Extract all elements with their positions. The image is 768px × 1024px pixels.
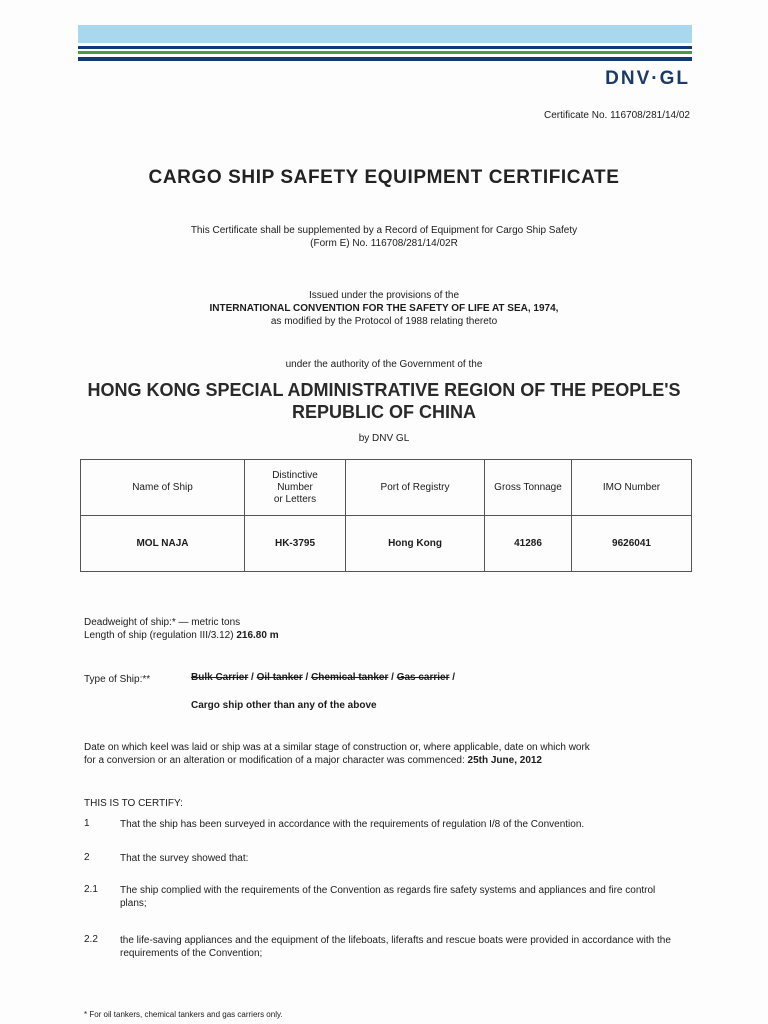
issued-under <box>0 289 768 328</box>
type-separator: / <box>248 672 257 683</box>
supplement-line-2: (Form E) No. 116708/281/14/02R <box>310 238 458 249</box>
distinctive-number-cell: HK-3795 <box>245 516 346 572</box>
ship-name-cell: MOL NAJA <box>81 516 245 572</box>
keel-line-1: Date on which keel was laid or ship was at a similar stage of construction or, where applicable, date on which work <box>84 742 590 753</box>
type-separator: / <box>388 672 397 683</box>
length-value: 216.80 m <box>236 630 279 641</box>
keel-date: 25th June, 2012 <box>467 755 542 766</box>
authority-line: under the authority of the Government of the <box>285 359 483 370</box>
header-distinctive-line-3: or Letters <box>273 493 317 505</box>
header-gross-tonnage: Gross Tonnage <box>485 460 572 516</box>
clause-number: 1 <box>84 818 90 829</box>
clause-text: That the survey showed that: <box>120 853 249 864</box>
type-separator: / <box>302 672 312 683</box>
table-header-row <box>81 460 692 516</box>
header-name-of-ship: Name of Ship <box>81 460 245 516</box>
supplement-line-1: This Certificate shall be supplemented by a Record of Equipment for Cargo Ship Safety <box>190 225 578 236</box>
type-of-ship-struck <box>191 671 455 684</box>
port-of-registry-cell: Hong Kong <box>346 516 485 572</box>
deadweight-line: Deadweight of ship:* — metric tons <box>84 617 241 628</box>
issued-line-3: as modified by the Protocol of 1988 relating thereto <box>270 316 498 327</box>
certify-heading: THIS IS TO CERTIFY: <box>84 798 183 809</box>
clause-text: the life-saving appliances and the equipment of the lifeboats, liferafts and rescue boats were provided in accordance with the requirements of the Convention; <box>120 935 671 959</box>
imo-number-cell: 9626041 <box>572 516 692 572</box>
struck-type-chemical-tanker: Chemical tanker <box>311 672 389 683</box>
type-separator: / <box>449 672 456 683</box>
struck-type-bulk-carrier: Bulk Carrier <box>191 672 249 683</box>
table-row <box>81 516 692 572</box>
header-imo-number: IMO Number <box>572 460 692 516</box>
keel-line-2 <box>84 754 684 767</box>
region-line-1: HONG KONG SPECIAL ADMINISTRATIVE REGION OF THE PEOPLE'S <box>87 380 681 400</box>
struck-type-gas-carrier: Gas carrier <box>396 672 450 683</box>
certificate-title: CARGO SHIP SAFETY EQUIPMENT CERTIFICATE <box>148 167 620 188</box>
length-line <box>84 629 279 642</box>
certificate-number: Certificate No. 116708/281/14/02 <box>543 110 690 121</box>
type-of-ship-label: Type of Ship:** <box>84 674 151 685</box>
header-port-of-registry: Port of Registry <box>346 460 485 516</box>
issued-line-1: Issued under the provisions of the <box>308 290 460 301</box>
issued-by: by DNV GL <box>358 433 410 444</box>
header-band-green <box>78 51 692 54</box>
header-distinctive-number <box>245 460 346 516</box>
type-of-ship-selected: Cargo ship other than any of the above <box>191 700 377 711</box>
header-band-blue-bottom <box>78 57 692 61</box>
region-name <box>0 379 768 423</box>
supplement-note <box>0 224 768 250</box>
header-band-light <box>78 25 692 43</box>
ship-particulars-table <box>80 459 692 572</box>
convention-name: INTERNATIONAL CONVENTION FOR THE SAFETY OF LIFE AT SEA, 1974, <box>209 303 559 314</box>
keel-line-2-text: for a conversion or an alteration or modification of a major character was commenced: <box>84 755 465 766</box>
footnote: * For oil tankers, chemical tankers and gas carriers only. <box>84 1010 283 1019</box>
keel-laid-statement <box>84 741 684 767</box>
dnvgl-logo: DNV·GL <box>605 68 690 89</box>
gross-tonnage-cell: 41286 <box>485 516 572 572</box>
length-label: Length of ship (regulation III/3.12) <box>84 630 234 641</box>
clause-text: That the ship has been surveyed in accordance with the requirements of regulation I/8 of the Convention. <box>120 819 585 830</box>
region-line-2: REPUBLIC OF CHINA <box>292 402 476 422</box>
clause-number: 2.1 <box>84 884 98 895</box>
clause-number: 2 <box>84 852 90 863</box>
struck-type-oil-tanker: Oil tanker <box>256 672 303 683</box>
header-distinctive-line-1: Distinctive <box>272 469 318 481</box>
clause-number: 2.2 <box>84 934 98 945</box>
clause-text: The ship complied with the requirements of the Convention as regards fire safety systems and appliances and fire control plans; <box>120 885 656 909</box>
header-distinctive-line-2: Number <box>277 481 313 493</box>
header-band-blue <box>78 46 692 49</box>
